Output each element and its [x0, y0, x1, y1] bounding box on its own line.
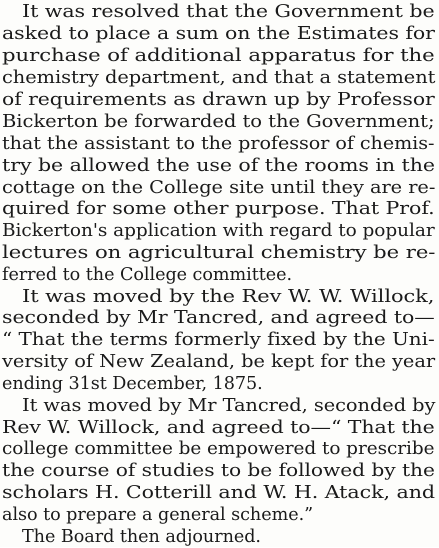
text-line: chemistry department, and that a statement — [2, 68, 436, 88]
text-line: It was resolved that the Government be — [22, 2, 435, 22]
text-line: also to prepare a general scheme.” — [2, 505, 314, 525]
text-line: college committee be empowered to prescribe — [2, 439, 435, 459]
text-line: It was moved by Mr Tancred, seconded by — [22, 396, 436, 416]
text-line: the course of studies to be followed by the — [2, 461, 435, 481]
text-line: “ That the terms formerly fixed by the Uni- — [2, 330, 435, 350]
text-line: try be allowed the use of the rooms in the — [2, 156, 435, 176]
text-line: The Board then adjourned. — [22, 527, 261, 547]
text-line: ending 31st December, 1875. — [2, 374, 263, 394]
text-line: ferred to the College committee. — [2, 265, 293, 285]
text-line: Bickerton's application with regard to popular — [2, 221, 435, 241]
text-line: quired for some other purpose. That Prof. — [2, 199, 435, 219]
text-line: Bickerton be forwarded to the Government; — [2, 112, 435, 132]
text-line: of requirements as drawn up by Professor — [2, 90, 435, 110]
text-line: It was moved by the Rev W. W. Willock, — [22, 287, 435, 307]
text-line: versity of New Zealand, be kept for the year — [2, 352, 436, 372]
text-line: that the assistant to the professor of chemis- — [2, 134, 435, 154]
text-line: Rev W. Willock, and agreed to—“ That the — [2, 418, 435, 438]
text-line: seconded by Mr Tancred, and agreed to— — [2, 308, 435, 328]
text-line: asked to place a sum on the Estimates for — [2, 24, 435, 44]
text-line: scholars H. Cotterill and W. H. Atack, and — [2, 483, 436, 503]
text-line: lectures on agricultural chemistry be re- — [2, 243, 436, 263]
text-line: purchase of additional apparatus for the — [2, 46, 435, 66]
text-line: cottage on the College site until they are re- — [2, 178, 436, 198]
